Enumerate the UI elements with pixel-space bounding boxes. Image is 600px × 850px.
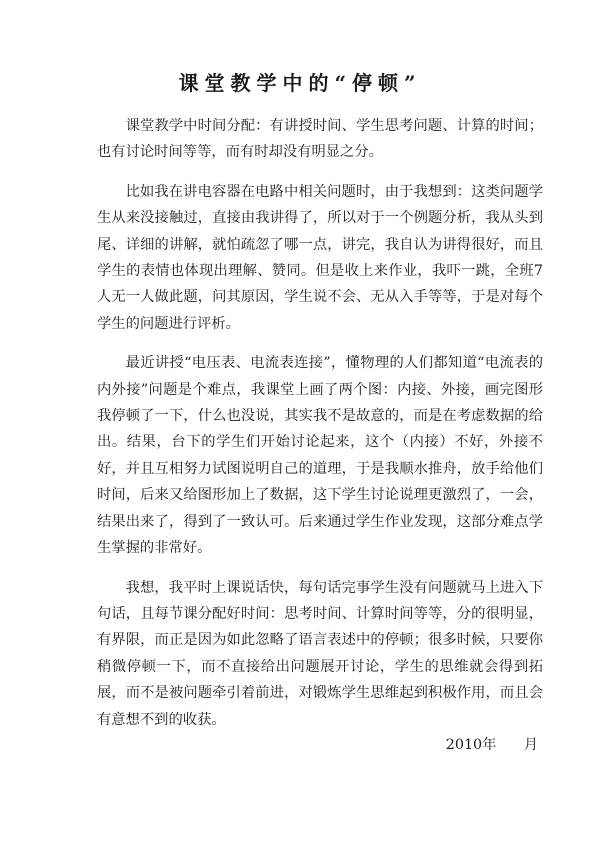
paragraph: 我想，我平时上课说话快，每句话完事学生没有问题就马上进入下句话，且每节课分配好时间：思考时间、计算时间等等，分的很明显，有界限，而正是因为如此忽略了语言表述中的停顿；很多时候，只要你稍微停顿一下，而不直接给出问题展开讨论，学生的思维就会得到拓展，而不是被问题牵引着前进，对锻炼学生思维起到积极作用，而且会有意想不到的收获。 — [97, 579, 543, 728]
document-body — [97, 113, 543, 746]
paragraph: 比如我在讲电容器在电路中相关问题时，由于我想到：这类问题学生从来没接触过，直接由我讲得了，所以对于一个例题分析，我从头到尾、详细的讲解，就怕疏忽了哪一点，讲完，我自认为讲得很好，而且学生的表情也体现出理解、赞同。但是收上来作业，我吓一跳，全班7人无一人做此题，问其原因，学生说不会、无从入手等等，于是对每个学生的问题进行评析。 — [97, 183, 543, 332]
document-title: 课堂教学中的“停顿” — [178, 71, 422, 95]
document-date: 2010年 月 — [445, 737, 538, 753]
paragraph: 课堂教学中时间分配：有讲授时间、学生思考问题、计算的时间；也有讨论时间等等，而有时却没有明显之分。 — [97, 118, 543, 161]
paragraph: 最近讲授“电压表、电流表连接”，懂物理的人们都知道“电流表的内外接”问题是个难点，我课堂上画了两个图：内接、外接，画完图形我停顿了一下，什么也没说，其实我不是故意的，而是在考虑数据的给出。结果，台下的学生们开始讨论起来，这个（内接）不好，外接不好，并且互相努力试图说明自己的道理，于是我顺水推舟，放手给他们时间，后来又给图形加上了数据，这下学生讨论说理更激烈了，一会，结果出来了，得到了一致认可。后来通过学生作业发现，这部分难点学生掌握的非常好。 — [97, 355, 543, 557]
